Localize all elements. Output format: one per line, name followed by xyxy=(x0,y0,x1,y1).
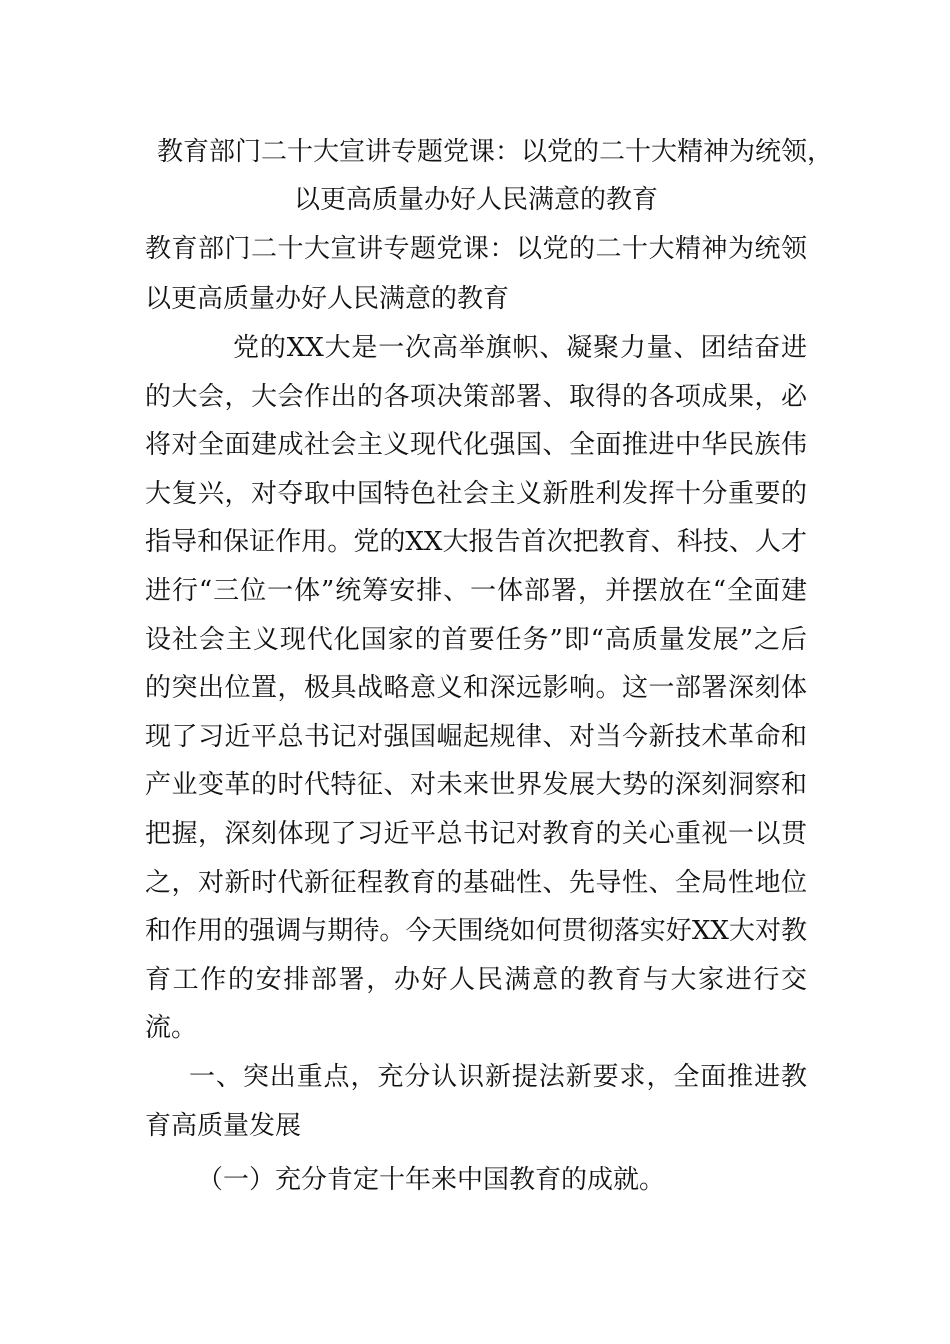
body-paragraph: 党的XX大是一次高举旗帜、凝聚力量、团结奋进的大会，大会作出的各项决策部署、取得的各项成果，必将对全面建成社会主义现代化强国、全面推进中华民族伟大复兴，对夺取中国特色社会主义新胜利发挥十分重要的指导和保证作用。党的XX大报告首次把教育、科技、人才进行“三位一体”统筹安排、一体部署，并摆放在“全面建设社会主义现代化国家的首要任务”即“高质量发展”之后的突出位置，极具战略意义和深远影响。这一部署深刻体现了习近平总书记对强国崛起规律、对当今新技术革命和产业变革的时代特征、对未来世界发展大势的深刻洞察和把握，深刻体现了习近平总书记对教育的关心重视一以贯之，对新时代新征程教育的基础性、先导性、全局性地位和作用的强调与期待。今天围绕如何贯彻落实好XX大对教育工作的安排部署，办好人民满意的教育与大家进行交流。 xyxy=(145,333,807,1044)
document-subtitle: 教育部门二十大宣讲专题党课：以党的二十大精神为统领以更高质量办好人民满意的教育 xyxy=(145,234,807,314)
subsection-heading: （一）充分肯定十年来中国教育的成就。 xyxy=(197,1165,666,1196)
document-title-line-2: 以更高质量办好人民满意的教育 xyxy=(293,185,658,215)
section-heading: 一、突出重点，充分认识新提法新要求，全面推进教育高质量发展 xyxy=(145,1061,807,1141)
document-title-line-1: 教育部门二十大宣讲专题党课：以党的二十大精神为统领， xyxy=(157,137,834,167)
document-body xyxy=(145,128,834,1205)
